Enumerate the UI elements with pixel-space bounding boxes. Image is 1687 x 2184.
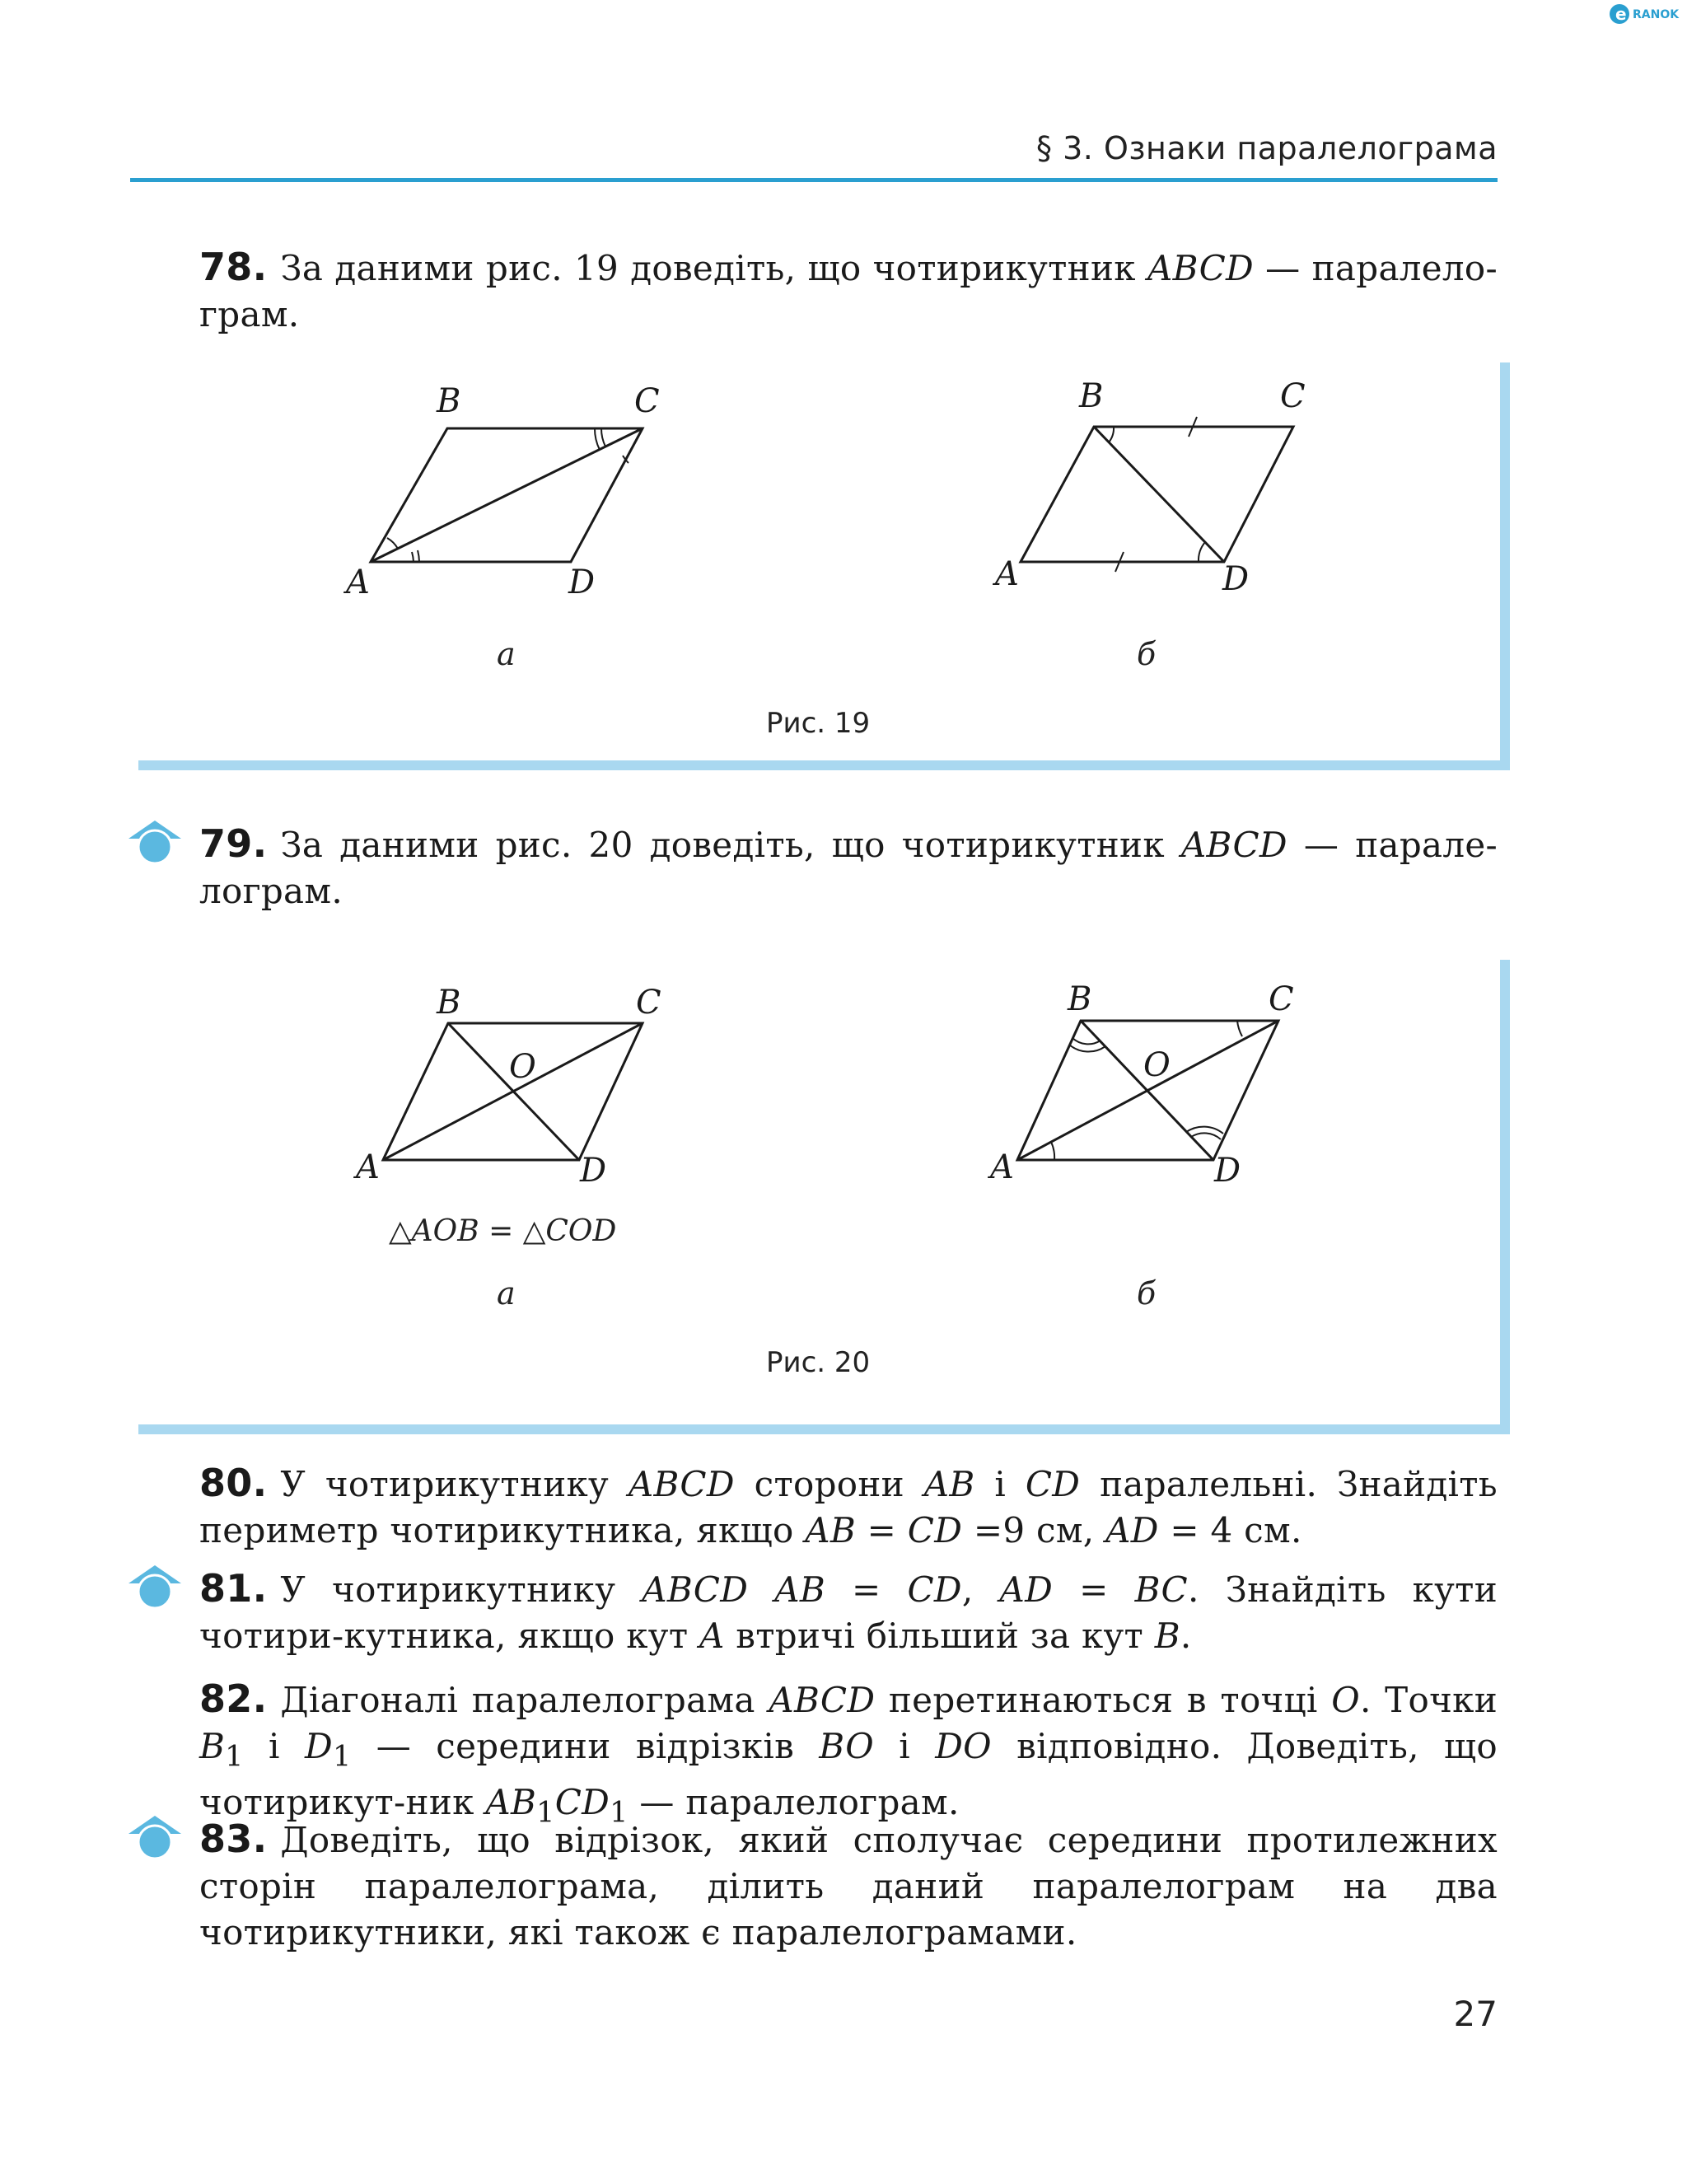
- task-number: 81.: [199, 1566, 268, 1611]
- task-number: 83.: [199, 1817, 268, 1861]
- task-79: 79. За даними рис. 20 доведіть, що чотирикутник ABCD — парале-лограм.: [199, 821, 1498, 911]
- page-number: 27: [1453, 1994, 1498, 2034]
- task-80: 80. У чотирикутнику ABCD сторони AB і CD паралельні. Знайдіть периметр чотирикутника, якщо AB = CD =9 см, AD = 4 см.: [199, 1461, 1498, 1550]
- svg-text:RANOK: RANOK: [1633, 8, 1680, 21]
- vertex-label-b: B: [1068, 980, 1092, 1018]
- task-82: 82. Діагоналі паралелограма ABCD перетинаються в точці O. Точки $B_1$ і $D_1$ — середини відрізків BO і DO відповідно. Доведіть, що чотирикут-ник $AB_1CD_1$ — паралелограм.: [199, 1677, 1498, 1830]
- vertex-label-a: A: [990, 1148, 1014, 1186]
- difficulty-marker-icon: [129, 1816, 181, 1864]
- figure-19-caption: Рис. 19: [766, 707, 871, 740]
- vertex-label-c: C: [1269, 980, 1294, 1018]
- vertex-label-d: D: [568, 564, 596, 601]
- vertex-label-c: C: [634, 382, 660, 420]
- svg-text:e: e: [1615, 4, 1627, 24]
- task-number: 78.: [199, 245, 268, 289]
- figure-20b: [980, 980, 1326, 1195]
- figure-20b-caption: б: [1137, 1275, 1157, 1312]
- vertex-label-d: D: [1222, 560, 1250, 598]
- figure-20a-equation: △AOB = △COD: [389, 1214, 617, 1248]
- figure-20a-caption: а: [497, 1275, 516, 1312]
- vertex-label-c: C: [636, 984, 661, 1022]
- vertex-label-b: B: [437, 382, 461, 420]
- figure-19a: [329, 379, 708, 610]
- figure-19b-caption: б: [1137, 636, 1157, 672]
- section-title: § 3. Ознаки паралелограма: [1036, 130, 1498, 166]
- vertex-label-d: D: [1214, 1152, 1241, 1190]
- task-83: 83. Доведіть, що відрізок, який сполучає середини протилежних сторін паралелограма, ділить даний паралелограм на два чотирикутники, які також є паралелограмами.: [199, 1817, 1498, 1953]
- vertex-label-a: A: [346, 564, 370, 601]
- vertex-label-b: B: [1079, 379, 1104, 415]
- task-number: 79.: [199, 821, 268, 866]
- vertex-label-a: A: [356, 1148, 380, 1186]
- header-rule: [130, 178, 1498, 182]
- vertex-label-a: A: [995, 555, 1019, 593]
- figure-19b: [972, 379, 1351, 610]
- difficulty-marker-icon: [129, 1565, 181, 1613]
- vertex-label-c: C: [1280, 379, 1306, 415]
- vertex-label-d: D: [580, 1152, 607, 1190]
- task-81: 81. У чотирикутнику ABCD AB = CD, AD = BC. Знайдіть кути чотири-кутника, якщо кут A втричі більший за кут B.: [199, 1566, 1498, 1656]
- vertex-label-o: O: [509, 1048, 536, 1086]
- vertex-label-b: B: [437, 984, 461, 1022]
- vertex-label-o: O: [1143, 1046, 1171, 1084]
- figure-19a-caption: а: [497, 636, 516, 672]
- figure-20-caption: Рис. 20: [766, 1346, 871, 1379]
- task-number: 80.: [199, 1461, 268, 1505]
- task-78: 78. За даними рис. 19 доведіть, що чотирикутник ABCD — паралело-грам.: [199, 245, 1498, 334]
- figure-20a: [346, 980, 692, 1195]
- difficulty-marker-icon: [129, 821, 181, 868]
- task-number: 82.: [199, 1677, 268, 1721]
- publisher-logo: [1608, 0, 1687, 28]
